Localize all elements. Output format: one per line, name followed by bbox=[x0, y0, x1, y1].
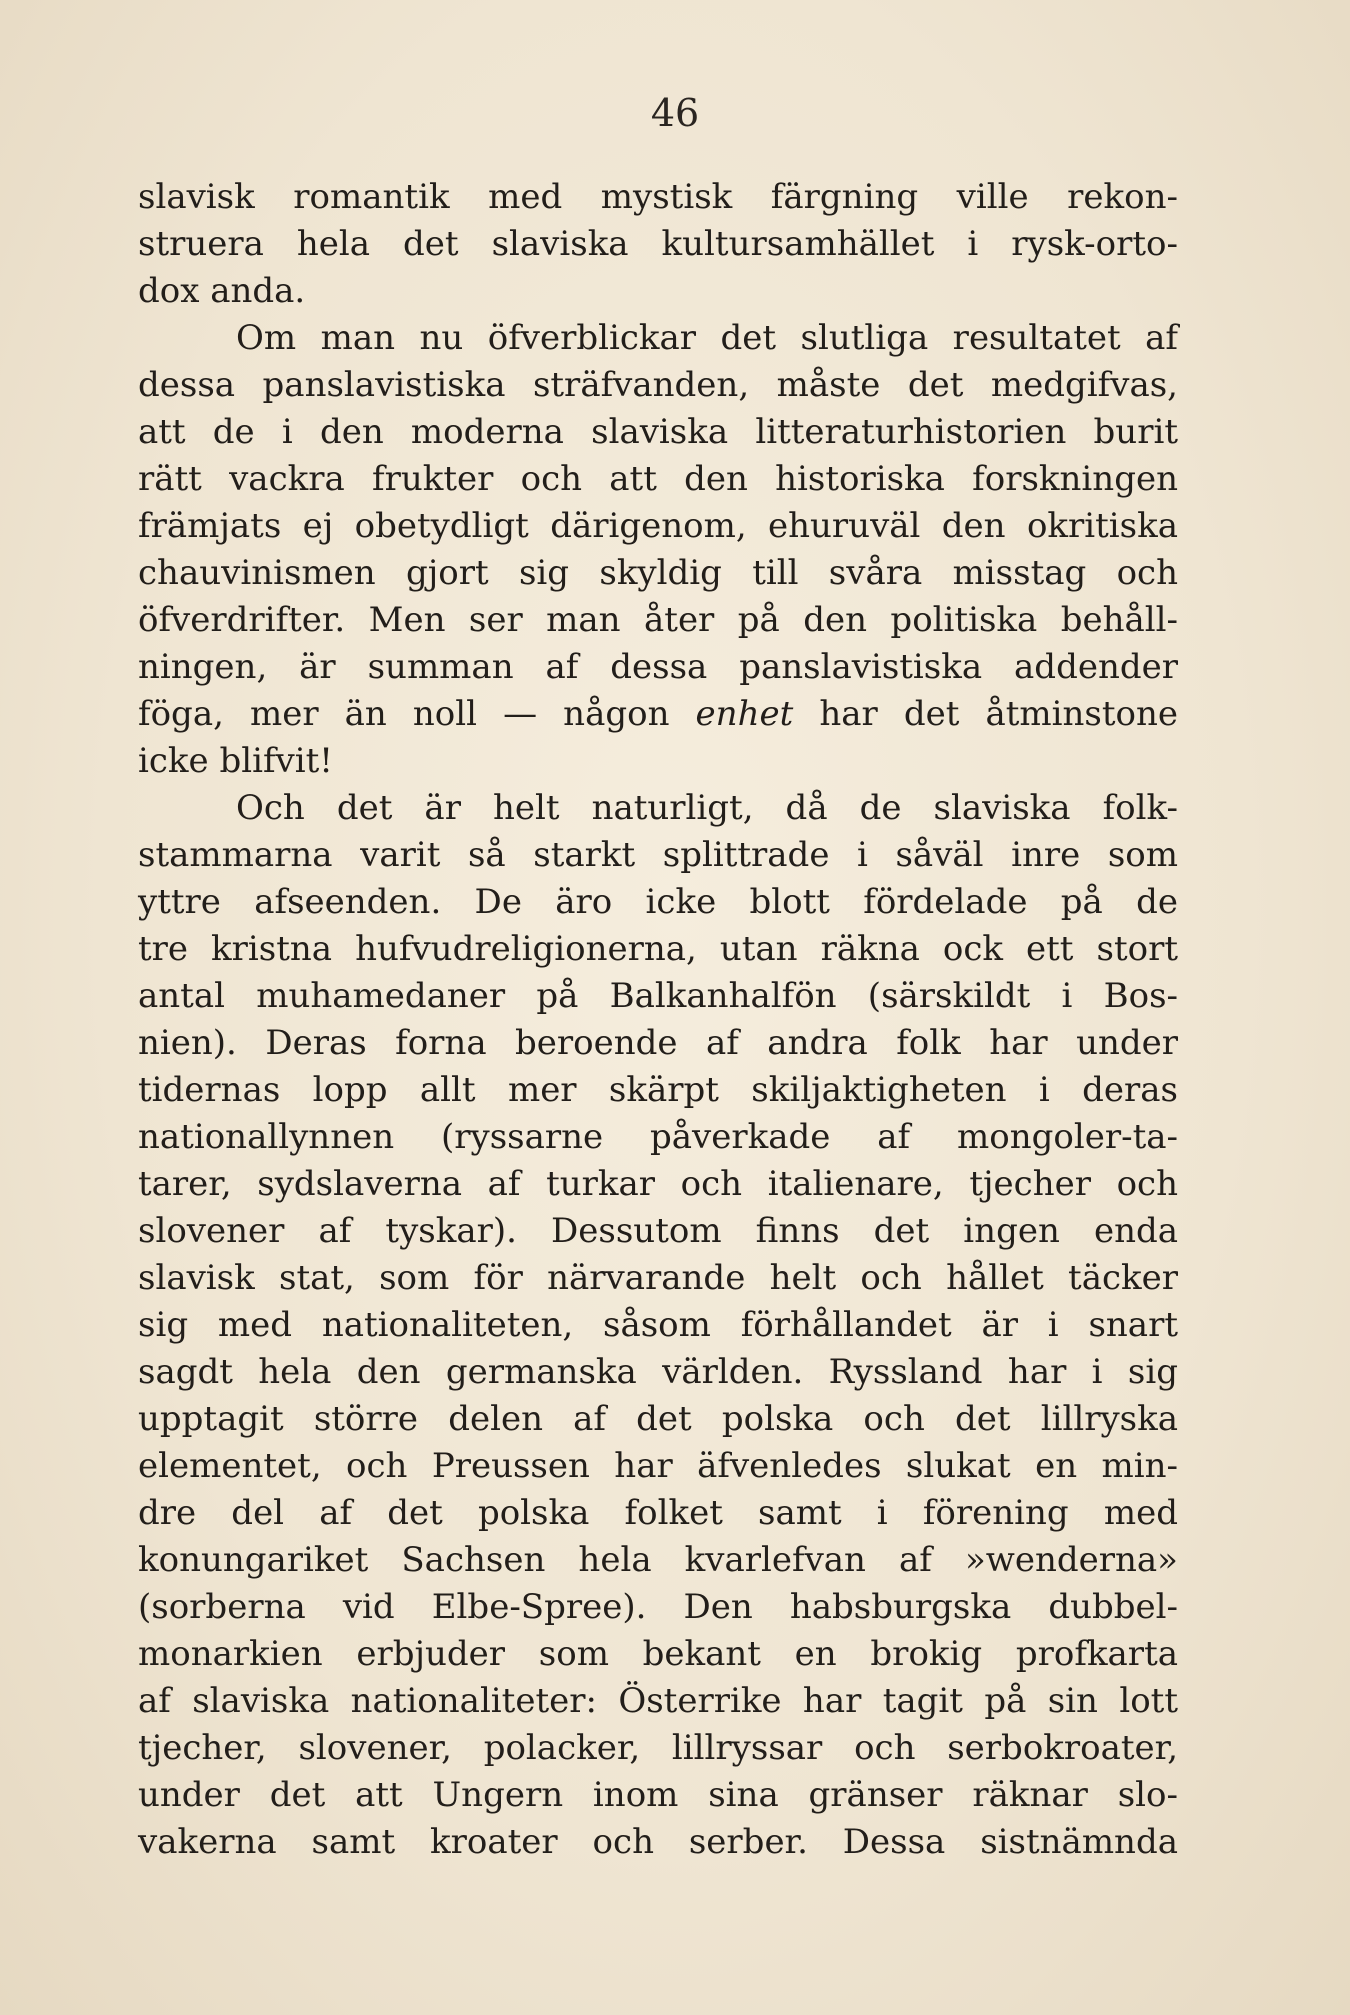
emphasized-word: enhet bbox=[695, 694, 794, 734]
text-line: ningen, är summan af dessa panslavistiska addender bbox=[138, 647, 1178, 687]
text-segment: har det åtminstone bbox=[793, 694, 1178, 734]
body-text bbox=[138, 174, 1178, 1866]
text-line: stammarna varit så starkt splittrade i såväl inre som bbox=[138, 835, 1178, 875]
text-segment: föga, mer än noll — någon bbox=[138, 694, 696, 734]
text-line: vakerna samt kroater och serber. Dessa sistnämnda bbox=[138, 1822, 1178, 1862]
text-line: tjecher, slovener, polacker, lillryssar och serbokroater, bbox=[138, 1728, 1178, 1768]
text-line: antal muhamedaner på Balkanhalfön (särskildt i Bos- bbox=[138, 976, 1178, 1016]
text-line: tre kristna hufvudreligionerna, utan räkna ock ett stort bbox=[138, 929, 1178, 969]
text-line: upptagit större delen af det polska och det lillryska bbox=[138, 1399, 1178, 1439]
text-line: tarer, sydslaverna af turkar och italienare, tjecher och bbox=[138, 1164, 1178, 1204]
text-line: tidernas lopp allt mer skärpt skiljaktigheten i deras bbox=[138, 1070, 1178, 1110]
text-line: af slaviska nationaliteter: Österrike har tagit på sin lott bbox=[138, 1681, 1178, 1721]
text-line: monarkien erbjuder som bekant en brokig profkarta bbox=[138, 1634, 1178, 1674]
text-line: nationallynnen (ryssarne påverkade af mongoler-ta- bbox=[138, 1117, 1178, 1157]
text-line: nien). Deras forna beroende af andra folk har under bbox=[138, 1023, 1178, 1063]
text-line: icke blifvit! bbox=[138, 741, 333, 781]
text-line: under det att Ungern inom sina gränser räknar slo- bbox=[138, 1775, 1178, 1815]
text-line: yttre afseenden. De äro icke blott fördelade på de bbox=[138, 882, 1178, 922]
paragraph-start-line: Om man nu öfverblickar det slutliga resultatet af bbox=[236, 318, 1178, 358]
text-line: öfverdrifter. Men ser man åter på den politiska behåll- bbox=[138, 600, 1178, 640]
text-line: dessa panslavistiska sträfvanden, måste det medgifvas, bbox=[138, 365, 1178, 405]
text-line: struera hela det slaviska kultursamhället i rysk-orto- bbox=[138, 224, 1178, 264]
text-line: (sorberna vid Elbe-Spree). Den habsburgska dubbel- bbox=[138, 1587, 1178, 1627]
text-line: slavisk stat, som för närvarande helt och hållet täcker bbox=[138, 1258, 1178, 1298]
text-line: rätt vackra frukter och att den historiska forskningen bbox=[138, 459, 1178, 499]
text-line: chauvinismen gjort sig skyldig till svåra misstag och bbox=[138, 553, 1178, 593]
text-line: sagdt hela den germanska världen. Ryssland har i sig bbox=[138, 1352, 1178, 1392]
text-line: dox anda. bbox=[138, 271, 306, 311]
page-number: 46 bbox=[650, 91, 700, 135]
text-line: dre del af det polska folket samt i förening med bbox=[138, 1493, 1178, 1533]
text-line: elementet, och Preussen har äfvenledes slukat en min- bbox=[138, 1446, 1178, 1486]
text-line: sig med nationaliteten, såsom förhållandet är i snart bbox=[138, 1305, 1178, 1345]
text-line: främjats ej obetydligt därigenom, ehuruväl den okritiska bbox=[138, 506, 1178, 546]
text-line-with-emphasis bbox=[138, 691, 1178, 738]
paragraph-start-line: Och det är helt naturligt, då de slaviska folk- bbox=[236, 788, 1178, 828]
text-line: att de i den moderna slaviska litteraturhistorien burit bbox=[138, 412, 1178, 452]
text-line: slovener af tyskar). Dessutom finns det ingen enda bbox=[138, 1211, 1178, 1251]
text-line: konungariket Sachsen hela kvarlefvan af »wenderna» bbox=[138, 1540, 1178, 1580]
text-line: slavisk romantik med mystisk färgning ville rekon- bbox=[138, 177, 1178, 217]
